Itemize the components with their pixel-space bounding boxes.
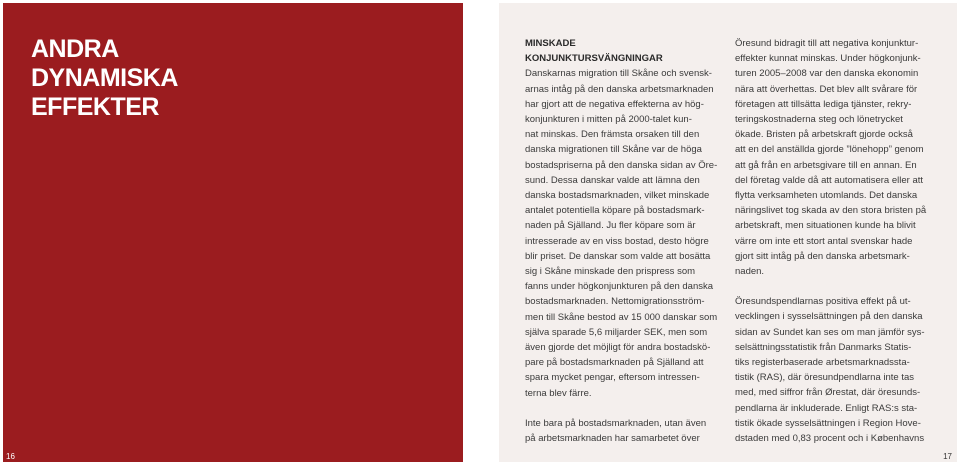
- text-line: danska bostadsmarknaden, vilket minskade: [525, 190, 710, 202]
- text-line: spara mycket pengar, eftersom intressen-: [525, 372, 700, 384]
- text-line: effekter kunnat minskas. Under högkonjunk-: [735, 53, 921, 65]
- text-line: Danskarnas migration till Skåne och svensk-: [525, 68, 712, 80]
- text-line: sund. Dessa danskar valde att lämna den: [525, 174, 700, 186]
- text-line: selsättningsstatistik från Danmarks Statis-: [735, 341, 912, 353]
- text-line: själva sparade 5,6 miljarder SEK, men som: [525, 326, 708, 338]
- text-line: tistik (RAS), där öresundpendlarna inte tas: [735, 372, 915, 384]
- page-number-right: 17: [943, 452, 952, 461]
- text-line: intresserade av en viss bostad, desto högre: [525, 235, 709, 247]
- text-line: har gjort att de negativa effekterna av hög-: [525, 98, 704, 110]
- headline-line: DYNAMISKA: [31, 64, 178, 92]
- text-line: teringskostnaderna steg och lönetrycket: [735, 114, 903, 126]
- text-line: pendlarna är inkluderade. Enligt RAS:s sta-: [735, 402, 918, 414]
- headline-line: ANDRA: [31, 35, 119, 63]
- text-line: arnas intåg på den danska arbetsmarknaden: [525, 83, 714, 95]
- text-line: sidan av Sundet kan ses om man jämför sys-: [735, 326, 925, 338]
- text-line: med, med siffror från Ørestat, där öresunds-: [735, 387, 921, 399]
- text-line: Inte bara på bostadsmarknaden, utan även: [525, 417, 707, 429]
- text-column-2: [735, 36, 931, 446]
- text-line: på arbetsmarknaden har samarbetet över: [525, 433, 700, 445]
- text-line: företagen att tillsätta lediga tjänster, rekry-: [735, 98, 912, 110]
- text-line: fanns under högkonjunkturen på den danska: [525, 281, 714, 293]
- text-line: Öresundspendlarnas positiva effekt på ut-: [735, 296, 911, 308]
- text-line: nat minskas. Den främsta orsaken till den: [525, 129, 700, 141]
- text-line: terna blev färre.: [525, 387, 592, 399]
- text-line: även gjorde det möjligt för andra bostadskö-: [525, 342, 711, 354]
- text-line: naden.: [735, 266, 765, 278]
- text-line: bostadspriserna på den danska sidan av Öre-: [525, 159, 718, 171]
- paragraph: [525, 416, 721, 446]
- text-line: ökade. Bristen på arbetskraft gjorde också: [735, 129, 913, 141]
- text-line: värre om inte ett stort antal svenskar hade: [735, 235, 913, 247]
- text-line: tistik ökade sysselsättningen i Region Hove-: [735, 417, 921, 429]
- text-line: att en del anställda gjorde ”lönehopp” genom: [735, 144, 924, 156]
- text-line: näringslivet tog skada av den stora bristen på: [735, 205, 927, 217]
- text-line: arbetskraft, men situationen kunde ha blivit: [735, 220, 916, 232]
- paragraph: [735, 36, 931, 279]
- text-line: blir priset. De danskar som valde att bosätta: [525, 250, 711, 262]
- text-line: danska migrationen till Skåne var de höga: [525, 144, 702, 156]
- paragraph: [735, 294, 931, 446]
- section-heading-line: MINSKADE: [525, 38, 576, 49]
- text-column-1: [525, 36, 721, 446]
- text-line: bostadsmarknaden. Nettomigrationsström-: [525, 296, 705, 308]
- text-line: men till Skåne bestod av 15 000 danskar som: [525, 311, 718, 323]
- text-line: del företag valde då att automatisera eller att: [735, 174, 924, 186]
- chapter-headline: [31, 35, 178, 122]
- left-page-red-panel: [3, 3, 463, 462]
- text-line: flytta verksamheten utomlands. Det danska: [735, 190, 918, 202]
- text-line: konjunkturen i mitten på 2000-talet kun-: [525, 114, 692, 126]
- text-line: Öresund bidragit till att negativa konjunktur-: [735, 38, 919, 49]
- headline-line: EFFEKTER: [31, 93, 159, 121]
- text-line: tiks registerbaserade arbetsmarknadssta-: [735, 357, 910, 369]
- section-heading-line: KONJUNKTURSVÄNGNINGAR: [525, 53, 663, 65]
- paragraph: [525, 66, 721, 400]
- text-line: gjort sitt intåg på den danska arbetsmark-: [735, 250, 910, 262]
- text-line: pare på bostadsmarknaden på Själland att: [525, 357, 704, 369]
- text-line: turen 2005–2008 var den danska ekonomin: [735, 68, 919, 80]
- text-line: naden på Själland. Ju fler köpare som är: [525, 220, 696, 232]
- section-heading: [525, 36, 721, 66]
- text-line: att gå från en arbetsgivare till en annan. En: [735, 159, 917, 171]
- text-line: nära att överhettas. Det blev allt svårare för: [735, 83, 918, 95]
- text-line: sig i Skåne minskade den prispress som: [525, 266, 696, 278]
- page-number-left: 16: [6, 452, 15, 461]
- text-line: antalet potentiella köpare på bostadsmark-: [525, 205, 705, 217]
- text-line: dstaden med 0,83 procent och i Københavns: [735, 433, 925, 445]
- text-line: vecklingen i sysselsättningen på den danska: [735, 311, 923, 323]
